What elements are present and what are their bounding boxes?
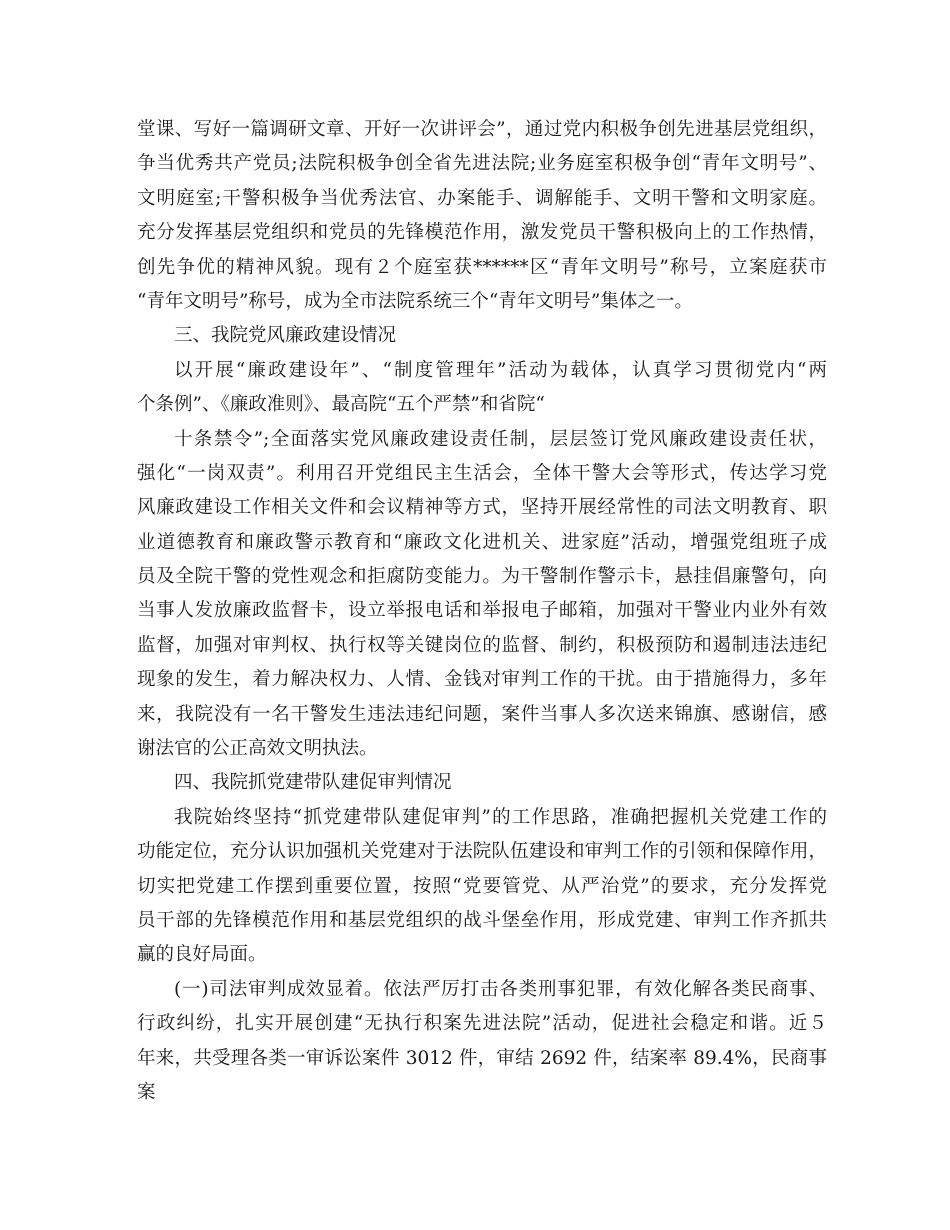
text-line: 业道德教育和廉政警示教育和“廉政文化进机关、进家庭”活动，增强党组班子成 — [137, 531, 827, 553]
text-line: 员干部的先锋模范作用和基层党组织的战斗堡垒作用，形成党建、审判工作齐抓共 — [137, 909, 827, 931]
text-line: 创先争优的精神风貌。现有２个庭室获******区“青年文明号”称号，立案庭获市 — [137, 256, 827, 278]
text-line: 强化“一岗双责”。利用召开党组民主生活会，全体干警大会等形式，传达学习党 — [137, 462, 827, 484]
text-line: (一)司法审判成效显着。依法严厉打击各类刑事犯罪，有效化解各类民商事、 — [174, 978, 827, 1000]
text-line: 现象的发生，着力解决权力、人情、金钱对审判工作的干扰。由于措施得力，多年 — [137, 669, 827, 691]
text-line: 风廉政建设工作相关文件和会议精神等方式，坚持开展经常性的司法文明教育、职 — [137, 497, 827, 519]
text-line: 监督，加强对审判权、执行权等关键岗位的监督、制约，积极预防和遏制违法违纪 — [137, 634, 827, 656]
text-line: 争当优秀共产党员;法院积极争创全省先进法院;业务庭室积极争创“青年文明号”、 — [137, 153, 827, 175]
text-line: “青年文明号”称号，成为全市法院系统三个“青年文明号”集体之一。 — [137, 290, 693, 312]
section-heading: 三、我院党风廉政建设情况 — [174, 325, 397, 347]
text-line: 堂课、写好一篇调研文章、开好一次讲评会”，通过党内积极争创先进基层党组织， — [137, 119, 827, 140]
text-line: 功能定位，充分认识加强机关党建对于法院队伍建设和审判工作的引领和保障作用， — [137, 841, 827, 863]
text-line: 充分发挥基层党组织和党员的先锋模范作用，激发党员干警积极向上的工作热情， — [137, 222, 827, 244]
section-heading: 四、我院抓党建带队建促审判情况 — [174, 772, 452, 794]
text-line: 员及全院干警的党性观念和拒腐防变能力。为干警制作警示卡，悬挂倡廉警句，向 — [137, 566, 827, 588]
text-line: 十条禁令”;全面落实党风廉政建设责任制，层层签订党风廉政建设责任状， — [174, 428, 827, 450]
text-line: 文明庭室;干警积极争当优秀法官、办案能手、调解能手、文明干警和文明家庭。 — [137, 187, 827, 209]
text-line: 我院始终坚持“抓党建带队建促审判”的工作思路，准确把握机关党建工作的 — [174, 806, 827, 828]
text-line: 行政纠纷，扎实开展创建“无执行积案先进法院”活动，促进社会稳定和谐。近５ — [137, 1013, 827, 1035]
document-body — [137, 113, 827, 1103]
text-line: 当事人发放廉政监督卡，设立举报电话和举报电子邮箱，加强对干警业内业外有效 — [137, 600, 827, 622]
text-line: 年来，共受理各类一审诉讼案件 3012 件，审结 2692 件，结案率 89.4%，民商事案 — [137, 1047, 827, 1103]
text-line: 切实把党建工作摆到重要位置，按照“党要管党、从严治党”的要求，充分发挥党 — [137, 875, 827, 897]
text-line: 来，我院没有一名干警发生违法违纪问题，案件当事人多次送来锦旗、感谢信，感 — [137, 703, 827, 725]
text-line: 以开展“廉政建设年”、“制度管理年”活动为载体，认真学习贯彻党内“两 — [174, 359, 827, 381]
text-line: 谢法官的公正高效文明执法。 — [137, 738, 378, 760]
text-line: 个条例”、《廉政准则》、最高院“五个严禁”和省院“ — [137, 394, 545, 416]
text-line: 赢的良好局面。 — [137, 944, 267, 966]
